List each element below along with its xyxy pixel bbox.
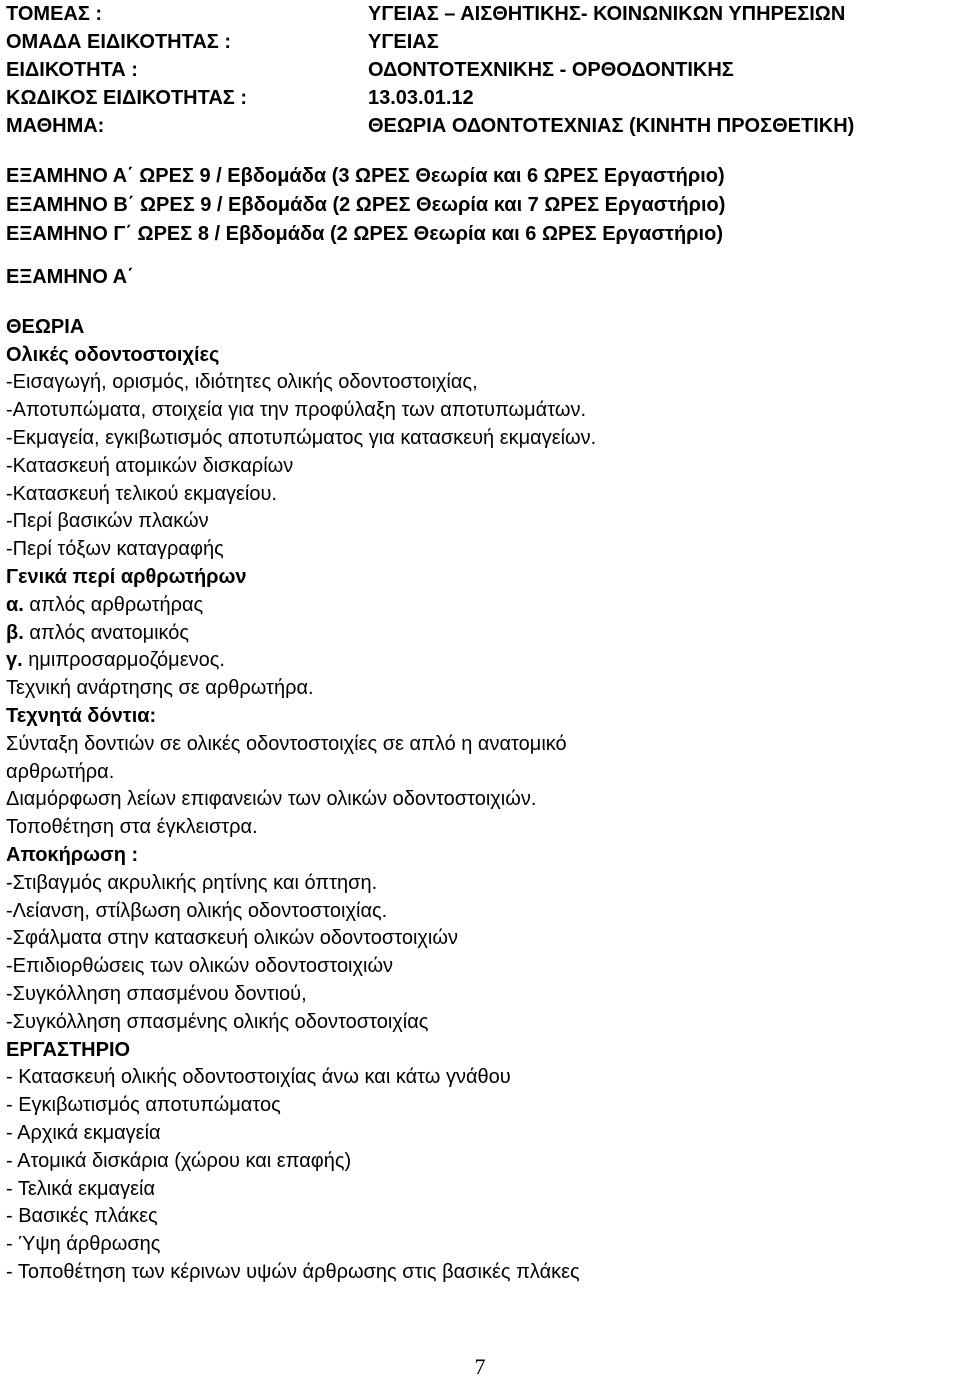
content-line: - Εγκιβωτισμός αποτυπώματος	[6, 1094, 281, 1117]
content-line: - Τελικά εκμαγεία	[6, 1177, 156, 1200]
content-line: -Σφάλματα στην κατασκευή ολικών οδοντοστοιχιών	[6, 927, 458, 950]
content-line: - Τοποθέτηση των κέρινων υψών άρθρωσης στις βασικές πλάκες	[6, 1260, 580, 1283]
content-line: -Συγκόλληση σπασμένης ολικής οδοντοστοιχίας	[6, 1010, 429, 1033]
content-line: Τεχνική ανάρτησης σε αρθρωτήρα.	[6, 677, 314, 700]
header-label: ΟΜΑΔΑ ΕΙΔΙΚΟΤΗΤΑΣ :	[6, 31, 231, 53]
list-item-text: ημιπροσαρμοζόμενος.	[22, 649, 225, 672]
content-line: - Ύψη άρθρωσης	[6, 1233, 161, 1256]
list-item-text: απλός ανατομικός	[23, 621, 190, 644]
content-lines	[6, 342, 956, 1287]
header-row-sector	[6, 0, 956, 28]
content-line: -Κατασκευή ατομικών δισκαρίων	[6, 454, 294, 477]
document-page	[6, 0, 956, 1287]
content-line: -Περί τόξων καταγραφής	[6, 538, 224, 561]
header-block	[6, 0, 956, 140]
section-heading: Τεχνητά δόντια:	[6, 704, 157, 727]
semester-hours-b: ΕΞΑΜΗΝΟ Β΄ ΩΡΕΣ 9 / Εβδομάδα (2 ΩΡΕΣ Θεωρία και 7 ΩΡΕΣ Εργαστήριο)	[6, 194, 726, 216]
header-label: ΤΟΜΕΑΣ :	[6, 3, 103, 25]
header-value: ΥΓΕΙΑΣ – ΑΙΣΘΗΤΙΚΗΣ- ΚΟΙΝΩΝΙΚΩΝ ΥΠΗΡΕΣΙΩΝ	[368, 3, 846, 25]
header-label: ΜΑΘΗΜΑ:	[6, 115, 105, 137]
content-line: -Λείανση, στίλβωση ολικής οδοντοστοιχίας.	[6, 899, 388, 922]
content-line: Τοποθέτηση στα έγκλειστρα.	[6, 816, 258, 839]
semester-hours	[6, 162, 956, 249]
content-line: - Βασικές πλάκες	[6, 1205, 158, 1228]
section-heading: Αποκήρωση :	[6, 843, 139, 866]
header-row-group	[6, 28, 956, 56]
content-line: -Στιβαγμός ακρυλικής ρητίνης και όπτηση.	[6, 871, 378, 894]
section-heading: Ολικές οδοντοστοιχίες	[6, 343, 220, 366]
list-marker: β.	[6, 621, 24, 644]
header-row-course	[6, 112, 956, 140]
content-line: - Αρχικά εκμαγεία	[6, 1121, 161, 1144]
header-value: ΟΔΟΝΤΟΤΕΧΝΙΚΗΣ - ΟΡΘΟΔΟΝΤΙΚΗΣ	[368, 59, 734, 81]
content-line: -Εισαγωγή, ορισμός, ιδιότητες ολικής οδοντοστοιχίας,	[6, 371, 478, 394]
section-heading: ΕΡΓΑΣΤΗΡΙΟ	[6, 1038, 131, 1061]
content-line: -Επιδιορθώσεις των ολικών οδοντοστοιχιών	[6, 955, 394, 978]
content-line: -Αποτυπώματα, στοιχεία για την προφύλαξη των αποτυπωμάτων.	[6, 399, 586, 422]
header-label: ΚΩΔΙΚΟΣ ΕΙΔΙΚΟΤΗΤΑΣ :	[6, 87, 248, 109]
content-line: -Συγκόλληση σπασμένου δοντιού,	[6, 982, 307, 1005]
content-line	[6, 592, 956, 620]
content-line	[6, 647, 956, 675]
header-row-specialty	[6, 56, 956, 84]
content-line: -Κατασκευή τελικού εκμαγείου.	[6, 482, 277, 505]
header-value: ΥΓΕΙΑΣ	[368, 31, 439, 53]
header-row-code	[6, 84, 956, 112]
header-value: ΘΕΩΡΙΑ ΟΔΟΝΤΟΤΕΧΝΙΑΣ (ΚΙΝΗΤΗ ΠΡΟΣΘΕΤΙΚΗ)	[368, 115, 855, 137]
content-line: αρθρωτήρα.	[6, 760, 115, 783]
content-line: - Ατομικά δισκάρια (χώρου και επαφής)	[6, 1149, 352, 1172]
content-line: Σύνταξη δοντιών σε ολικές οδοντοστοιχίες σε απλό η ανατομικό	[6, 732, 567, 755]
semester-title: ΕΞΑΜΗΝΟ Α΄	[6, 266, 134, 288]
theory-title: ΘΕΩΡΙΑ	[6, 315, 85, 338]
content-line: Διαμόρφωση λείων επιφανειών των ολικών οδοντοστοιχιών.	[6, 788, 537, 811]
list-item-text: απλός αρθρωτήρας	[23, 593, 204, 616]
header-value: 13.03.01.12	[368, 87, 474, 109]
page-number: 7	[474, 1354, 486, 1379]
content-line: -Περί βασικών πλακών	[6, 510, 209, 533]
list-marker: γ.	[6, 649, 23, 672]
semester-hours-a: ΕΞΑΜΗΝΟ Α΄ ΩΡΕΣ 9 / Εβδομάδα (3 ΩΡΕΣ Θεωρία και 6 ΩΡΕΣ Εργαστήριο)	[6, 165, 725, 187]
content-line: - Κατασκευή ολικής οδοντοστοιχίας άνω και κάτω γνάθου	[6, 1066, 511, 1089]
header-label: ΕΙΔΙΚΟΤΗΤΑ :	[6, 59, 138, 81]
content-line: -Εκμαγεία, εγκιβωτισμός αποτυπώματος για κατασκευή εκμαγείων.	[6, 426, 597, 449]
section-heading: Γενικά περί αρθρωτήρων	[6, 565, 247, 588]
list-marker: α.	[6, 593, 24, 616]
semester-hours-c: ΕΞΑΜΗΝΟ Γ΄ ΩΡΕΣ 8 / Εβδομάδα (2 ΩΡΕΣ Θεωρία και 6 ΩΡΕΣ Εργαστήριο)	[6, 223, 723, 245]
content-line	[6, 620, 956, 648]
